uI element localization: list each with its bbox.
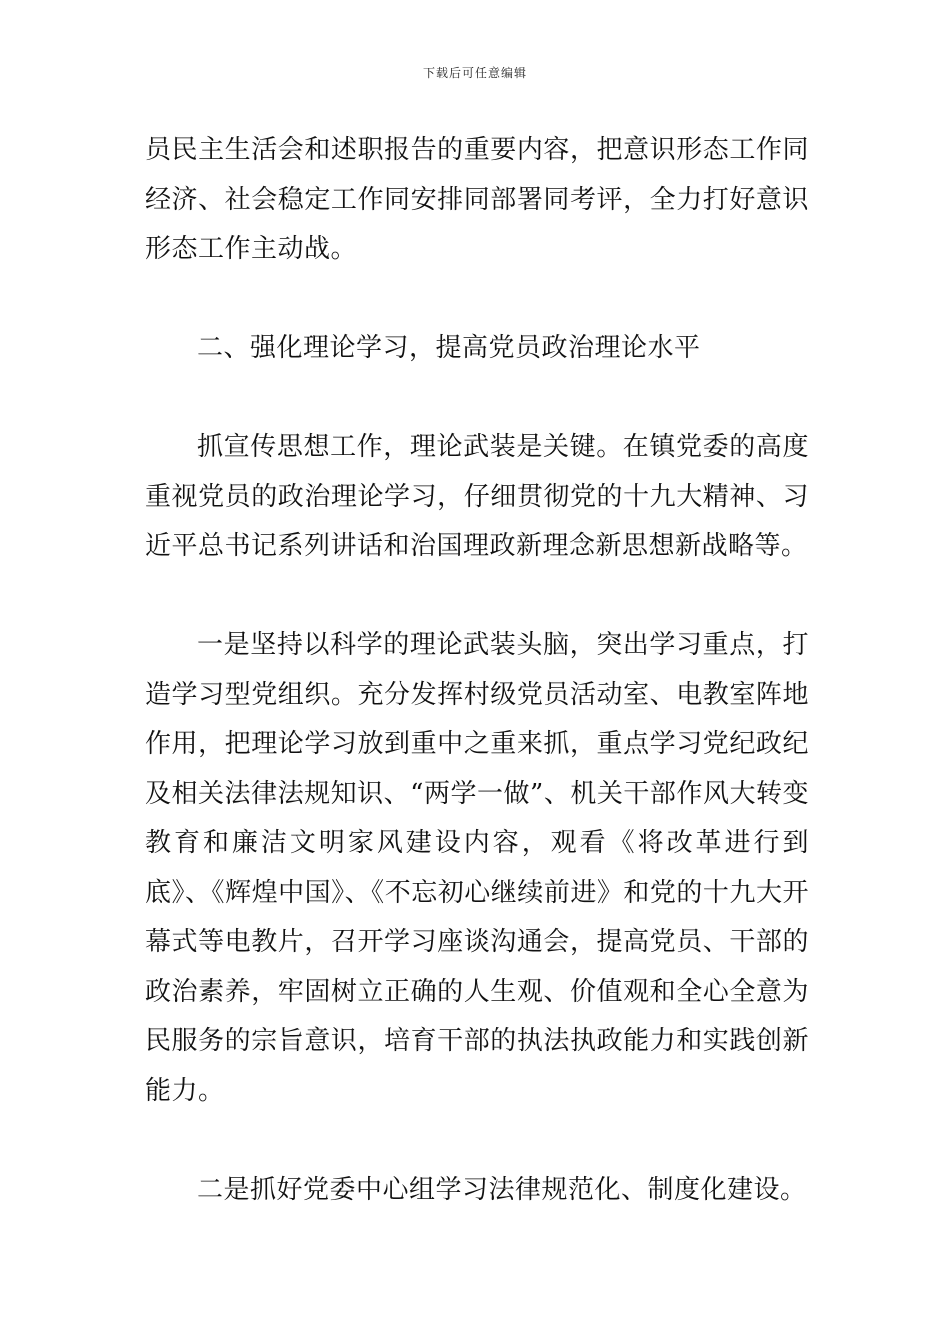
paragraph-gap <box>145 572 809 622</box>
paragraph-gap <box>145 374 809 424</box>
paragraph-1: 员民主生活会和述职报告的重要内容，把意识形态工作同经济、社会稳定工作同安排同部署同考评，全力打好意识形态工作主动战。 <box>145 135 809 264</box>
document-body <box>145 126 809 1215</box>
paragraph-3: 抓宣传思想工作，理论武装是关键。在镇党委的高度重视党员的政治理论学习，仔细贯彻党的十九大精神、习近平总书记系列讲话和治国理政新理念新思想新战略等。 <box>145 432 809 561</box>
paragraph-gap <box>145 275 809 325</box>
paragraph-4: 一是坚持以科学的理论武装头脑，突出学习重点，打造学习型党组织。充分发挥村级党员活动室、电教室阵地作用，把理论学习放到重中之重来抓，重点学习党纪政纪及相关法律法规知识、“两学一做”、机关干部作风大转变教育和廉洁文明家风建设内容，观看《将改革进行到底》、《辉煌中国》、《不忘初心继续前进》和党的十九大开幕式等电教片，召开学习座谈沟通会，提高党员、干部的政治素养，牢固树立正确的人生观、价值观和全心全意为民服务的宗旨意识，培育干部的执法执政能力和实践创新能力。 <box>145 630 809 1106</box>
page-header: 下载后可任意编辑 <box>422 66 527 80</box>
paragraph-5: 二是抓好党委中心组学习法律规范化、制度化建设。 <box>197 1174 807 1205</box>
paragraph-gap <box>145 1116 809 1166</box>
section-heading-2: 二、强化理论学习，提高党员政治理论水平 <box>197 333 701 363</box>
